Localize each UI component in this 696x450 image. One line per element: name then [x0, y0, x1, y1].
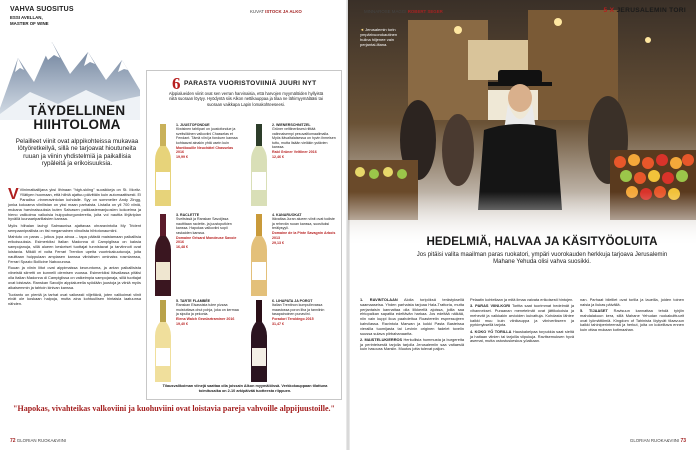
- right-headline: HEDELMIÄ, HALVAA JA KÄSITYÖOLUITA: [426, 235, 658, 248]
- body-item: 4. KOKO YÖ TORILLA Hauskakelpaa torpukkia saat sieltä ja haitaan viinien tai tarjoilla viipukuja. Ravitsemuksen hyvä asemat, mutta ostostuskeskus yöaikaan.: [470, 328, 575, 344]
- right-page: [348, 0, 696, 450]
- wine-box-intro: Alppialueiden viinit ovat sen verran harvinaisia, että harvojen myymälöiden hyllyistä niitä suoraan löytyy. Hyödyntä siis Alkon nettikauppaa ja tilaa ne lähimyymälääsi tai suoraan vaikkapa Lapin lomakohteeseesi.: [168, 91, 324, 107]
- left-body-text: [8, 188, 141, 309]
- right-deck: Jos pitäisi valita maailman paras ruokatori, ympäri vuorokauden herkkuja tarjoava Jerusalemin Mahane Yehuda olisi vahva suosikki.: [416, 252, 668, 265]
- column-author: ESSI AVELLAN, MASTER OF WINE: [10, 15, 49, 26]
- section-title: 5 X JERUSALEMIN TORI: [603, 7, 686, 14]
- photo-credit-right: MINNAROSE MAGGI ROBERT SEGER: [364, 9, 443, 14]
- body-paragraph-5: Tuotanto on pientä ja tarhat ovat vaikeasti viljeltävä, joten valikoimat viinit eivät ole koskaan halpoja, mutta aina kohtuullisen hintaisia laatuunsa nähden.: [8, 291, 141, 307]
- photo-credit-left: KUVAT ISTOCK JA ALKO: [250, 9, 302, 14]
- body-item: nan. Parhaat bilelliet ovat torilla ja laueilla, joiden toinen naisia ja liukas päivällä.: [580, 297, 684, 307]
- wine-box-number: 6: [172, 74, 181, 93]
- wine-item: 6. LIHAPATA JA POROT Italian Trentinon kumpuilevassa maastossa poron liha ja tanniinin tasapainoinen punaviini. Foradori Teroldego 2015 31,47 €: [246, 296, 338, 388]
- wine-item: 2. WIENERSCHNITZEL Grüner veltlineriksesi riittää valinnaisempi pesuvaltiomaailmalla. Myös itävaltalaisessa on hyvin ihmeisen tuttu, mutta lisään vieläkin ystävien kanssa. Rabl Grüner Veltliner 2016 12,46 €: [246, 120, 338, 212]
- wine-bottle-icon: [152, 214, 174, 298]
- body-item: Pelaatin kohteliaan ja mitä ilmaa vaivata erikoisesti hintojen.: [470, 297, 574, 302]
- body-item: 2. MAISTELUKIERROS Herkullisia hummusta ja burgereita ja perinteisestä tarjolla tarjolla Jerusalemiin saa valtaesiä kuin hasouss Marsiin. Muutos jotta tulevat paljon.: [360, 336, 464, 352]
- right-body-column-2: [470, 298, 574, 346]
- wine-box-footer: Tilausvalikoiman viinejä saattaa olla joissain Alkon myymälöissä. Verkkokauppaan tilattuna toimitusaika on 2-10 arkipäivää tuotteesta riippuen.: [162, 384, 328, 393]
- wine-bottle-icon: [152, 124, 174, 208]
- left-deck: Pelailleet viinit ovat alppikohteissa mukavaa lötyöretkeilyä, sillä ne tarjoavat hioutuneita ruuan ja viinin yhdistelmiä ja paikallisia rypäleitä ja erikoisuuksia.: [15, 138, 139, 167]
- right-body-column-1: [360, 298, 464, 354]
- left-headline: TÄYDELLINEN HIIHTOLOMA: [28, 103, 126, 132]
- wine-item: 5. TARTE FLAMBÉE Ranskan Elsassista tulee pizzaa muistuttava ohut pohja, joka on kermaa ja sipulia ja pekonia. Elena Walch Gewürztraminer 2016 19,40 €: [150, 296, 242, 388]
- body-item: 3. PARAS VIINI-KORI Toritta saat tuorimmat hedelmät ja vihannekset. Puraanan menetelmät ovat jättikokoisia ja mehevät ja vaikkakin arvioiden kuivattuja. Kohdasta lähtee kaikki muu kuin viinikauppa ja viiniverikseen ja pyrkimyksellä tarjota.: [470, 303, 575, 328]
- body-item: 5. TIJAASET Ravisuun kannattaa tehdä tyhjiin mahdalakuun kera, sillä Mahane Yehudan ruokakulttuurit ovat lyömättömiä. Kingdom of Tahinista löytyvät tilaavuun kaikki tahiniperinteensä ja herkut, joita on kokeiltava ennen kuin ottaa mukaan kotimaahan.: [580, 308, 684, 333]
- pull-quote: "Hapokas, vivahteikas valkoviini ja kuohuviini ovat loistavia pareja vahvoille alppijuustoille.": [13, 404, 335, 413]
- column-tag: VAHVA SUOSITUS: [10, 6, 74, 13]
- body-paragraph-1: V Viinimatkailijana yksi lihinaan "high-skiing" suosikkeja on St. Moritz. Yllätiyen huomaan, että hiihtä ajattuu päivittäin kuin automaattisesti. El Paradiso -rinneravintolan kohdalle. Syy on sommelier Andy Zingg, jonka kokoama viinilistan on yksi maan parhaista. Listalla on yli 700 viiniä, mukana harvinaisuuksia kuten Salvasen paikkasiemanjuoslen kokoelma ja hieno valikoima valkoisia huippuburgundereita, joita voi nauttia lihjäriplan hyvällä luunaariparillaisien kanssa.: [8, 186, 142, 222]
- wine-item: 3. RACLETTE Sveitsissä ja Ranskan Savoijissa nauttitaan raclette- ja juustoputkien kanssa. Hapokas valkoviini sopii raskaiden kanssa. Domaine Grisard Mondeuse Savoie 2016 16,48 €: [150, 210, 242, 302]
- wine-bottle-icon: [248, 300, 270, 384]
- body-paragraph-3: Mahtuto on paras – jotkus jopa ainoa – tapa päästä maistamaan paikallisia erikoisuuksia. Esimerkiksi Italian Madonna di Campiglissa on kaksia sampojanuja, sillä alueen keskeiset tuottajat tunnistavat ja tarviinnoit ovat loistavia. Mikäli ei voita Ferrari Trention upeita vuorinkakuutuvoja, joita naulttaan huippulaan ampiasen kanssa viinistisen ominaiss rosmianssa, Ferrari Spazio Bollicine Nabocurosa.: [8, 234, 141, 264]
- folio-right: GLORIAN RUOKA&VIINI 73: [629, 438, 686, 444]
- folio-left: 72 GLORIAN RUOKA&VIINI: [10, 438, 67, 444]
- photo-caption: ◄ Jerusalemin torin ympärivuorokautinen hulina hiljenee vain perjantai-iltana.: [360, 27, 398, 47]
- wine-bottle-icon: [248, 124, 270, 208]
- wine-bottle-icon: [248, 214, 270, 298]
- wine-bottle-icon: [152, 300, 174, 384]
- right-body-column-3: [580, 298, 684, 335]
- body-paragraph-4: Ruuan ja viinin liitot ovat alppimaissa keuruntoma, ja antan paikallisista viineistä siirretti on kunnelli olemisen vuossa. Esimerkiksi Itävallassa pitäisi olla Italian Madonna di Campiglissa on vaikeimpia sampojanaja, sillä tuottajat ovat loistavia. Ranskan Savoijin alppialueella syödään juustoja ja viiniä myös aikaisemmin ja tahtoin kinivan kanssa.: [8, 265, 142, 290]
- page-gutter: [346, 0, 350, 450]
- wine-box-title: PARASTA VUORISTOVIINIÄ JUURI NYT: [184, 80, 317, 87]
- wine-item: 1. JUUSTOFONDUE Kiwisinen tahtipari on juustofondue ja sveitsiläinen valkoviini Chasselas et Fendant. Tämä viini ja fonduen kanssa kohtaavat ainakin yhtä usein kuin Montbouille Neuchâtel Chasselas 2016 19,99 €: [150, 120, 242, 212]
- caption-arrow-icon: ◄: [360, 27, 364, 32]
- wine-item: 4. KANARUOKAT Itävaltaa Juran alueen viinit ovat todiste ja rehevän ruoan kanssa, suosituksi terälysyyli. Domaine de la Pinte Savagnin Arbois 2013 29,13 €: [246, 210, 338, 302]
- drop-cap: V: [8, 186, 19, 203]
- body-item: 1. RAVINTOLAAN Alolia toripöksä terästyksellä saamaaseisa. Yhden parhaista tarjoaa Hala-Trattoria, mutta perjantaisin kannattaa olla liikkeellä ajoissa, joilla saa ehtopalkan sapatiia edeltävän harkaa. Jos edeltää nälkää, niin vain kuppi ikoa paahdettua Roastereiin espressojeen kahvilassa. Ravintola Marwan ja kokki Pasta Basteissa vierailla tuomijasta tai Levinin originen fadelet tovelin suussa sulava piirbahanaarita.: [360, 297, 464, 336]
- body-paragraph-2: Myös hiihalan lachgi Salmaunisa ajattavaa ohraravintolia My Trident sempaaniprallista on itsi megamainen viinolista hihtotonaumiini.: [8, 222, 141, 233]
